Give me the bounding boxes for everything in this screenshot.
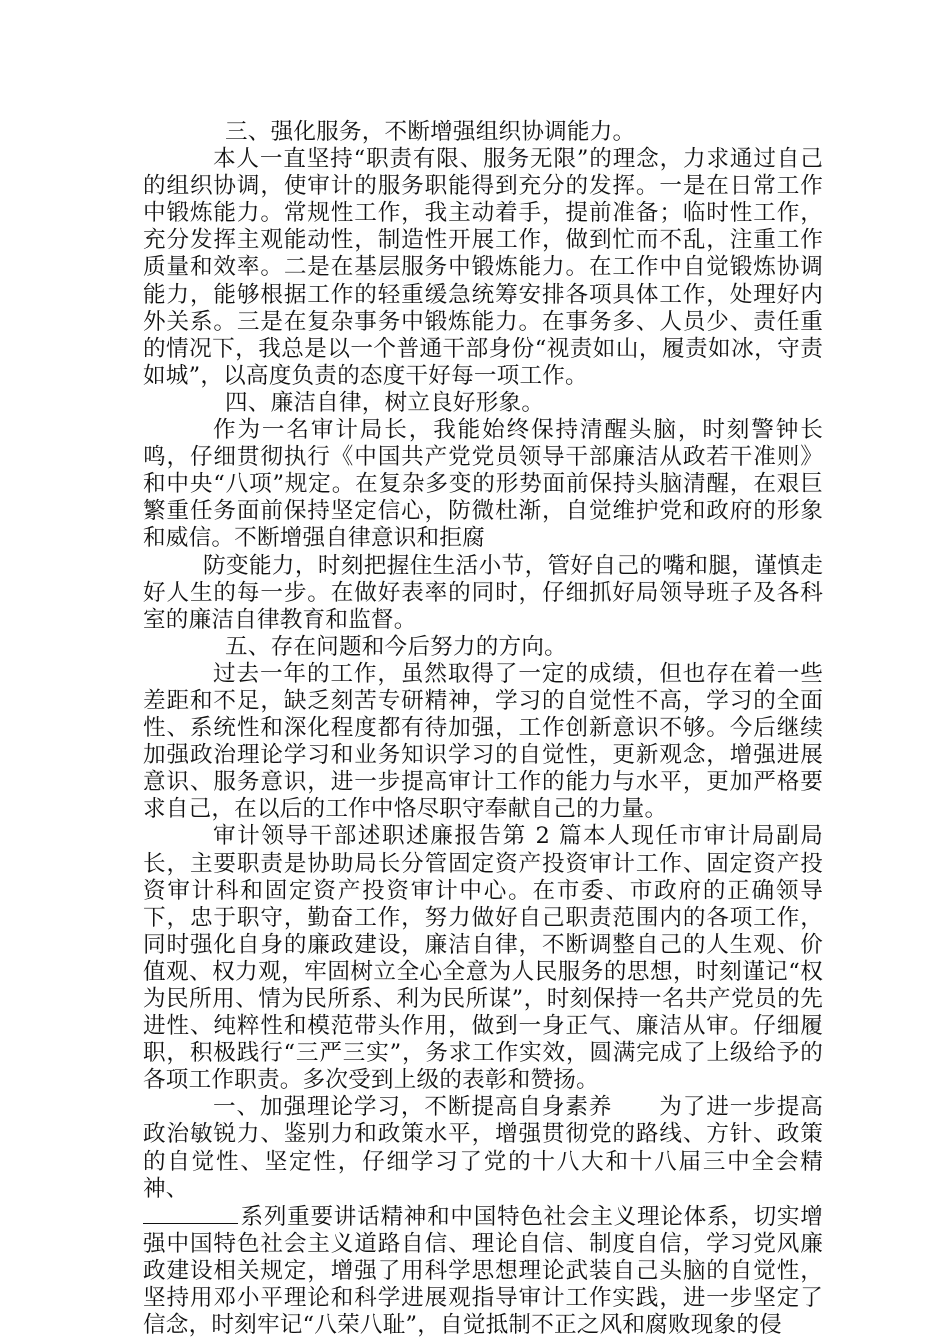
paragraph-theory-study-continued-text: 系列重要讲话精神和中国特色社会主义理论体系，切实增强中国特色社会主义道路自信、理论自信、制度自信，学习党风廉政建设相关规定，增强了用科学思想理论武装自己头脑的自觉性，坚持用邓小平理论和科学进展观指导审计工作实践，进一步坚定了信念，时刻牢记“八荣八耻”，自觉抵制不正之风和腐败现象的侵 bbox=[143, 1203, 823, 1339]
section-heading-4: 四、廉洁自律，树立良好形象。 bbox=[225, 389, 545, 416]
paragraph-service: 本人一直坚持“职责有限、服务无限”的理念，力求通过自己的组织协调，使审计的服务职能得到充分的发挥。一是在日常工作中锻炼能力。常规性工作，我主动着手，提前准备；临时性工作，充分发挥主观能动性，制造性开展工作，做到忙而不乱，注重工作质量和效率。二是在基层服务中锻炼能力。在工作中自觉锻炼协调能力，能够根据工作的轻重缓急统筹安排各项具体工作，处理好内外关系。三是在复杂事务中锻炼能力。在事务多、人员少、责任重的情况下，我总是以一个普通干部身份“视责如山，履责如冰，守责如城”，以高度负责的态度干好每一项工作。 bbox=[143, 146, 823, 389]
section-heading-3: 三、强化服务，不断增强组织协调能力。 bbox=[225, 119, 636, 145]
paragraph-problems: 过去一年的工作，虽然取得了一定的成绩，但也存在着一些差距和不足，缺乏刻苦专研精神，学习的自觉性不高，学习的全面性、系统性和深化程度都有待加强，工作创新意识不够。今后继续加强政治理论学习和业务知识学习的自觉性，更新观念，增强进展意识、服务意识，进一步提高审计工作的能力与水平，更加严格要求自己，在以后的工作中恪尽职守奉献自己的力量。 bbox=[143, 660, 823, 823]
paragraph-report-2-intro: 审计领导干部述职述廉报告第 2 篇本人现任市审计局副局长，主要职责是协助局长分管固定资产投资审计工作、固定资产投资审计科和固定资产投资审计中心。在市委、市政府的正确领导下，忠于职守，勤奋工作，努力做好自己职责范围内的各项工作，同时强化自身的廉政建设，廉洁自律，不断调整自己的人生观、价值观、权力观，牢固树立全心全意为人民服务的思想，时刻谨记“权为民所用、情为民所系、利为民所谋”，时刻保持一名共产党员的先进性、纯粹性和模范带头作用，做到一身正气、廉洁从审。仔细履职，积极践行“三严三实”，务求工作实效，圆满完成了上级给予的各项工作职责。多次受到上级的表彰和赞扬。 bbox=[143, 823, 823, 1094]
paragraph-integrity-continued: 防变能力，时刻把握住生活小节，管好自己的嘴和腿，谨慎走好人生的每一步。在做好表率的同时，仔细抓好局领导班子及各科室的廉洁自律教育和监督。 bbox=[143, 552, 823, 633]
paragraph-theory-study-continued bbox=[143, 1203, 823, 1339]
section-heading-5: 五、存在问题和今后努力的方向。 bbox=[225, 633, 567, 660]
paragraph-integrity: 作为一名审计局长，我能始终保持清醒头脑，时刻警钟长鸣，仔细贯彻执行《中国共产党党员领导干部廉洁从政若干准则》和中央“八项”规定。在复杂多变的形势面前保持头脑清醒，在艰巨繁重任务面前保持坚定信心，防微杜渐，自觉维护党和政府的形象和威信。不断增强自律意识和拒腐 bbox=[143, 417, 823, 552]
redacted-blank bbox=[143, 1203, 238, 1224]
document-body bbox=[143, 119, 823, 1339]
paragraph-theory-study: 一、加强理论学习，不断提高自身素养 为了进一步提高政治敏锐力、鉴别力和政策水平，增强贯彻党的路线、方针、政策的自觉性、坚定性，仔细学习了党的十八大和十八届三中全会精神、 bbox=[143, 1094, 823, 1202]
